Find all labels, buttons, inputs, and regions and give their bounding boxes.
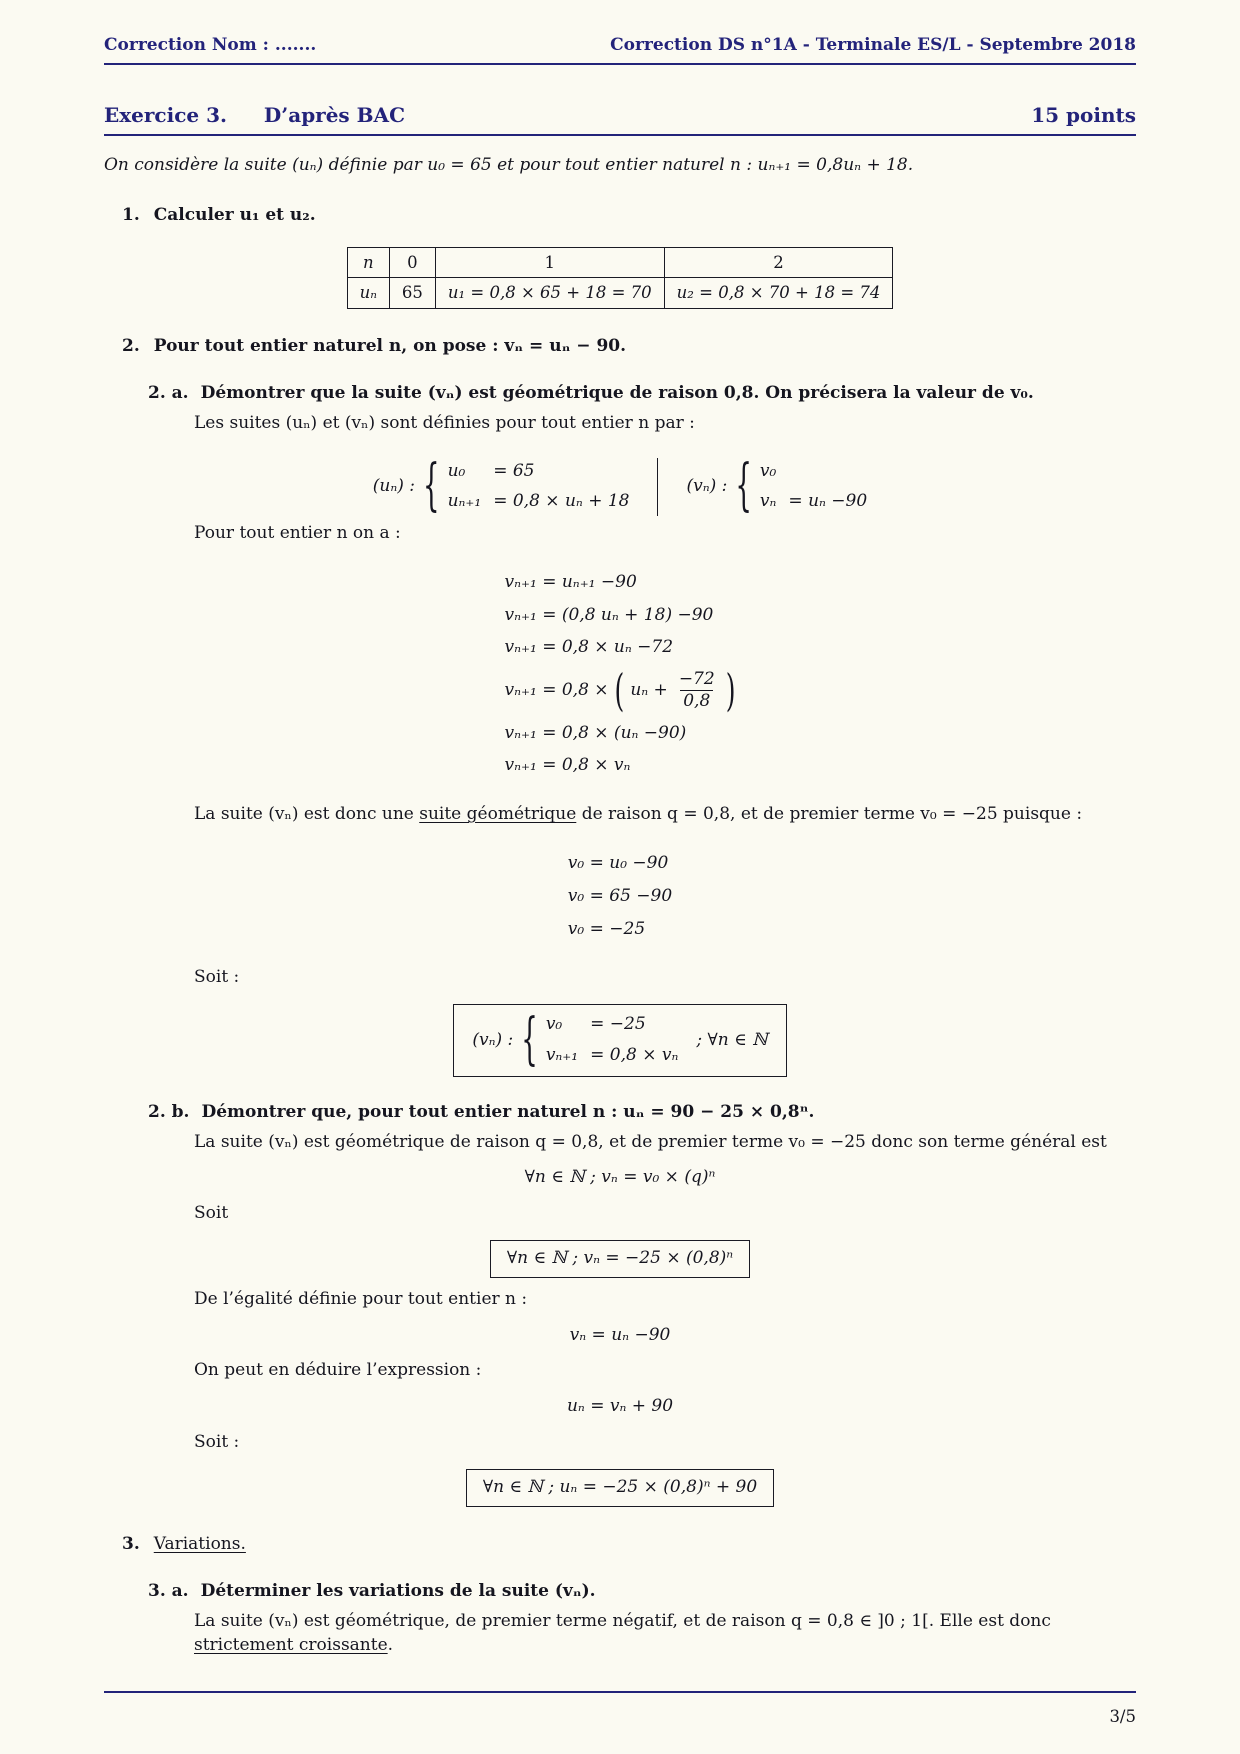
q1-number: 1. [122, 204, 140, 225]
table-cell-col0: 0 [389, 248, 435, 278]
question-3 [122, 1533, 1136, 1557]
variations-text: La suite (vₙ) est géométrique, de premier terme négatif, et de raison q = 0,8 ∈ ]0 ; 1[. Elle est donc [194, 1611, 1051, 1632]
conclusion-text: La suite (vₙ) est donc une [194, 804, 420, 825]
exercise-source: D’après BAC [263, 102, 405, 127]
definitions-systems [104, 454, 1136, 520]
underlined-croissante: strictement croissante [194, 1634, 388, 1655]
soit-label: Soit : [194, 1432, 240, 1452]
left-brace-icon: { [423, 454, 440, 520]
header-document-title: Correction DS n°1A - Terminale ES/L - Septembre 2018 [610, 35, 1136, 55]
q2b-label: Démontrer que, pour tout entier naturel n : uₙ = 90 − 25 × 0,8ⁿ. [201, 1101, 815, 1122]
q2b-intro-text: La suite (vₙ) est géométrique de raison q = 0,8, et de premier terme v₀ = −25 donc son terme général est [194, 1131, 1107, 1152]
header-rule [104, 63, 1136, 65]
footer-rule [104, 1691, 1136, 1693]
system-v-boxed [472, 1008, 679, 1073]
equation-line: vₙ₊₁ = (0,8 uₙ + 18) −90 [504, 604, 714, 625]
exercise-number: Exercice 3. [104, 102, 227, 127]
q3a-label: Déterminer les variations de la suite (vₙ). [200, 1581, 596, 1602]
general-term-equation: ∀n ∈ ℕ ; vₙ = v₀ × (q)ⁿ [524, 1167, 716, 1188]
system-row-rhs: = 0,8 × uₙ + 18 [493, 491, 630, 512]
forall-suffix: ; ∀n ∈ ℕ [696, 1029, 768, 1050]
equation-line: vₙ₊₁ = 0,8 × (uₙ −90) [504, 722, 687, 743]
page-number: 3/5 [1109, 1706, 1136, 1726]
system-row-lhs: vₙ₊₁ [545, 1045, 579, 1066]
q2-label: Pour tout entier naturel n, on pose : vₙ = uₙ − 90. [153, 335, 627, 356]
close-paren-icon: ) [725, 665, 736, 717]
system-u-label: (uₙ) : [372, 476, 416, 497]
equation-line: vₙ₊₁ = 0,8 × vₙ [504, 755, 631, 776]
table-cell-n: n [347, 248, 389, 278]
q1-label: Calculer u₁ et u₂. [153, 204, 316, 225]
table-cell-u0: 65 [389, 278, 435, 308]
system-row-lhs: vₙ [759, 491, 777, 512]
system-v-box-label: (vₙ) : [472, 1029, 514, 1050]
table-cell-u2: u₂ = 0,8 × 70 + 18 = 74 [664, 278, 893, 308]
vn-formula-box: ∀n ∈ ℕ ; vₙ = −25 × (0,8)ⁿ [490, 1240, 750, 1278]
system-row-lhs: v₀ [545, 1014, 563, 1035]
table-cell-col2: 2 [664, 248, 893, 278]
fraction-numerator: −72 [678, 669, 715, 690]
equality-text: De l’égalité définie pour tout entier n : [194, 1288, 528, 1309]
question-1 [122, 204, 1136, 228]
q2-number: 2. [122, 335, 140, 356]
variations-conclusion [194, 1610, 1136, 1658]
question-2b-heading [148, 1101, 1136, 1125]
q2a-number: 2. a. [148, 383, 189, 404]
equation-line: v₀ = 65 −90 [567, 885, 673, 906]
un-formula-box: ∀n ∈ ℕ ; uₙ = −25 × (0,8)ⁿ + 90 [466, 1469, 774, 1507]
question-2 [122, 335, 1136, 359]
table-cell-col1: 1 [435, 248, 664, 278]
table-header-row [347, 248, 893, 278]
for-all-text: Pour tout entier n on a : [194, 522, 401, 543]
values-table [347, 247, 894, 308]
fraction [676, 669, 718, 713]
equation-line: vₙ₊₁ = 0,8 × uₙ −72 [504, 637, 674, 658]
conclusion-text-cont: de raison q = 0,8, et de premier terme v₀ = −25 puisque : [576, 804, 1083, 825]
exercise-title [104, 101, 405, 129]
q2a-intro-text: Les suites (uₙ) et (vₙ) sont définies pour tout entier n par : [194, 413, 695, 434]
system-v [686, 454, 868, 520]
recurrence-derivation [104, 562, 1136, 787]
system-row-rhs: = 0,8 × vₙ [590, 1045, 679, 1066]
fraction-denominator: 0,8 [680, 690, 713, 712]
vn-definition-box [453, 1004, 786, 1077]
underlined-geometric-term: suite géométrique [419, 804, 577, 825]
q3a-number: 3. a. [148, 1581, 189, 1602]
system-v-label: (vₙ) : [686, 476, 728, 497]
v0-lines [568, 843, 672, 950]
points-label: 15 points [1031, 102, 1136, 127]
system-row-lhs: uₙ₊₁ [447, 491, 482, 512]
page-header [104, 34, 1136, 58]
table-cell-un: uₙ [347, 278, 389, 308]
geometric-conclusion [194, 803, 1136, 827]
equation-line: v₀ = u₀ −90 [567, 853, 669, 874]
soit-label: Soit : [194, 967, 240, 988]
q2a-label: Démontrer que la suite (vₙ) est géométrique de raison 0,8. On précisera la valeur de v₀. [200, 383, 1034, 404]
q3-label: Variations. [153, 1533, 246, 1554]
vn-formula-box-wrapper [104, 1240, 1136, 1278]
system-row-rhs: = −25 [590, 1014, 646, 1035]
header-correction-name: Correction Nom : ....... [104, 35, 317, 55]
table-value-row [347, 278, 893, 308]
open-paren-icon: ( [614, 665, 625, 717]
q2b-number: 2. b. [148, 1101, 190, 1122]
vn-equation: vₙ = uₙ −90 [569, 1324, 671, 1345]
system-v-rows [760, 460, 867, 515]
fraction-eq-mid: uₙ + [630, 680, 668, 700]
system-u-rows [448, 460, 630, 515]
left-brace-icon: { [521, 1008, 538, 1073]
fraction-eq-lhs: vₙ₊₁ = 0,8 × [504, 680, 609, 700]
system-u [372, 454, 630, 520]
systems-separator [657, 458, 658, 516]
variations-text-end: . [387, 1634, 394, 1655]
system-row-lhs: v₀ [759, 460, 777, 481]
left-brace-icon: { [735, 454, 752, 520]
un-formula-box-wrapper [104, 1469, 1136, 1507]
question-2a-heading [148, 382, 1136, 406]
system-row-lhs: u₀ [447, 460, 466, 481]
system-row-rhs: = 65 [493, 460, 535, 481]
v0-computation [104, 843, 1136, 950]
un-equation: uₙ = vₙ + 90 [566, 1396, 674, 1417]
soit-label: Soit [194, 1203, 229, 1224]
vn-definition-box-wrapper [104, 1004, 1136, 1077]
q3-number: 3. [122, 1533, 140, 1554]
system-row-rhs [788, 460, 867, 484]
page-content [104, 34, 1136, 1658]
table-cell-u1: u₁ = 0,8 × 65 + 18 = 70 [435, 278, 664, 308]
equation-line: v₀ = −25 [567, 918, 646, 939]
question-3a-heading [148, 1580, 1136, 1604]
title-rule [104, 134, 1136, 136]
derivation-lines [505, 562, 736, 787]
intro-paragraph: On considère la suite (uₙ) définie par u₀ = 65 et pour tout entier naturel n : uₙ₊₁ = 0,8uₙ + 18. [104, 154, 914, 175]
system-v-box-rows [546, 1013, 679, 1068]
system-row-rhs: = uₙ −90 [788, 491, 868, 512]
exercise-title-row [104, 101, 1136, 129]
page-footer [104, 1686, 1136, 1728]
equation-line-fraction [504, 665, 736, 717]
equation-line: vₙ₊₁ = uₙ₊₁ −90 [504, 571, 637, 592]
deduce-text: On peut en déduire l’expression : [194, 1360, 482, 1381]
